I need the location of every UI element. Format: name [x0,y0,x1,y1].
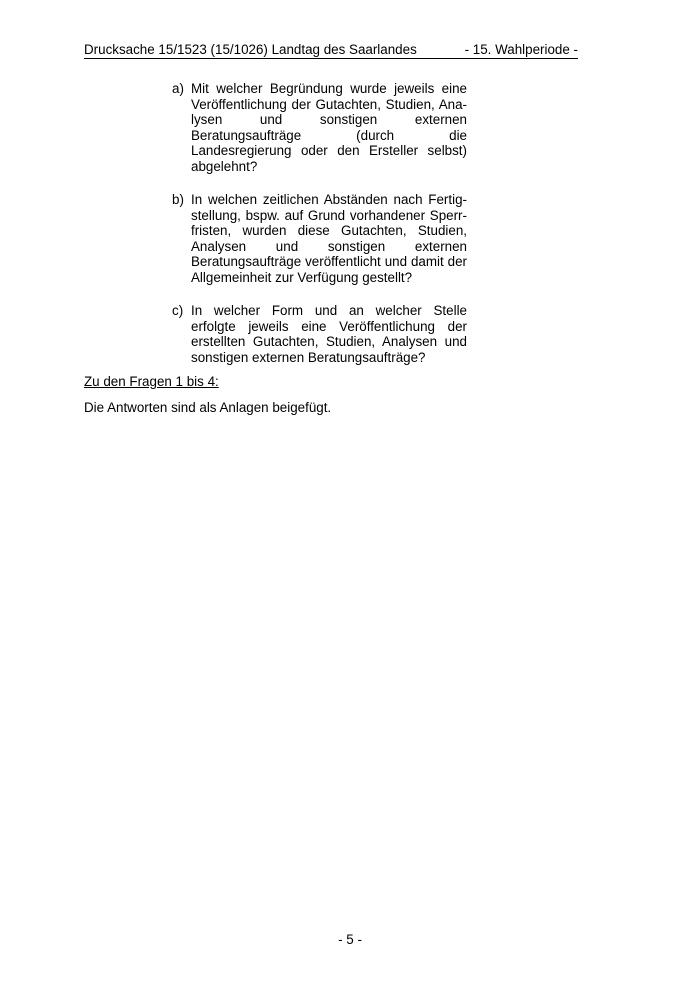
question-marker: b) [172,192,184,207]
question-text: In welcher Form und an welcher Stelle erfolgte jeweils eine Veröffentlichung der erstellten Gutachten, Studien, Analysen und sonstigen externen Beratungsaufträge? [191,303,467,365]
header-document-reference: Drucksache 15/1523 (15/1026) Landtag des Saarlandes [84,42,417,57]
question-marker: a) [172,81,184,96]
header-legislative-period: - 15. Wahlperiode - [464,42,578,57]
question-item-c [172,303,467,365]
question-list [172,81,467,383]
question-text: In welchen zeitlichen Abständen nach Fertigstellung, bspw. auf Grund vorhandener Sperrfristen, wurden diese Gutachten, Studien, Analysen und sonstigen externen Beratungsaufträge veröffentlicht und damit der Allgemeinheit zur Verfügung gestellt? [191,192,467,285]
answer-text: Die Antworten sind als Anlagen beigefügt. [84,400,332,415]
page-header [84,42,578,59]
page-number: - 5 - [338,932,362,947]
question-item-b [172,192,467,285]
question-text: Mit welcher Begründung wurde jeweils eine Veröffentlichung der Gutachten, Studien, Analysen und sonstigen externen Beratungsaufträge (durch die Landesregierung oder den Ersteller selbst) abgelehnt? [191,81,467,174]
section-heading: Zu den Fragen 1 bis 4: [84,374,219,389]
question-marker: c) [172,303,184,318]
question-item-a [172,81,467,174]
